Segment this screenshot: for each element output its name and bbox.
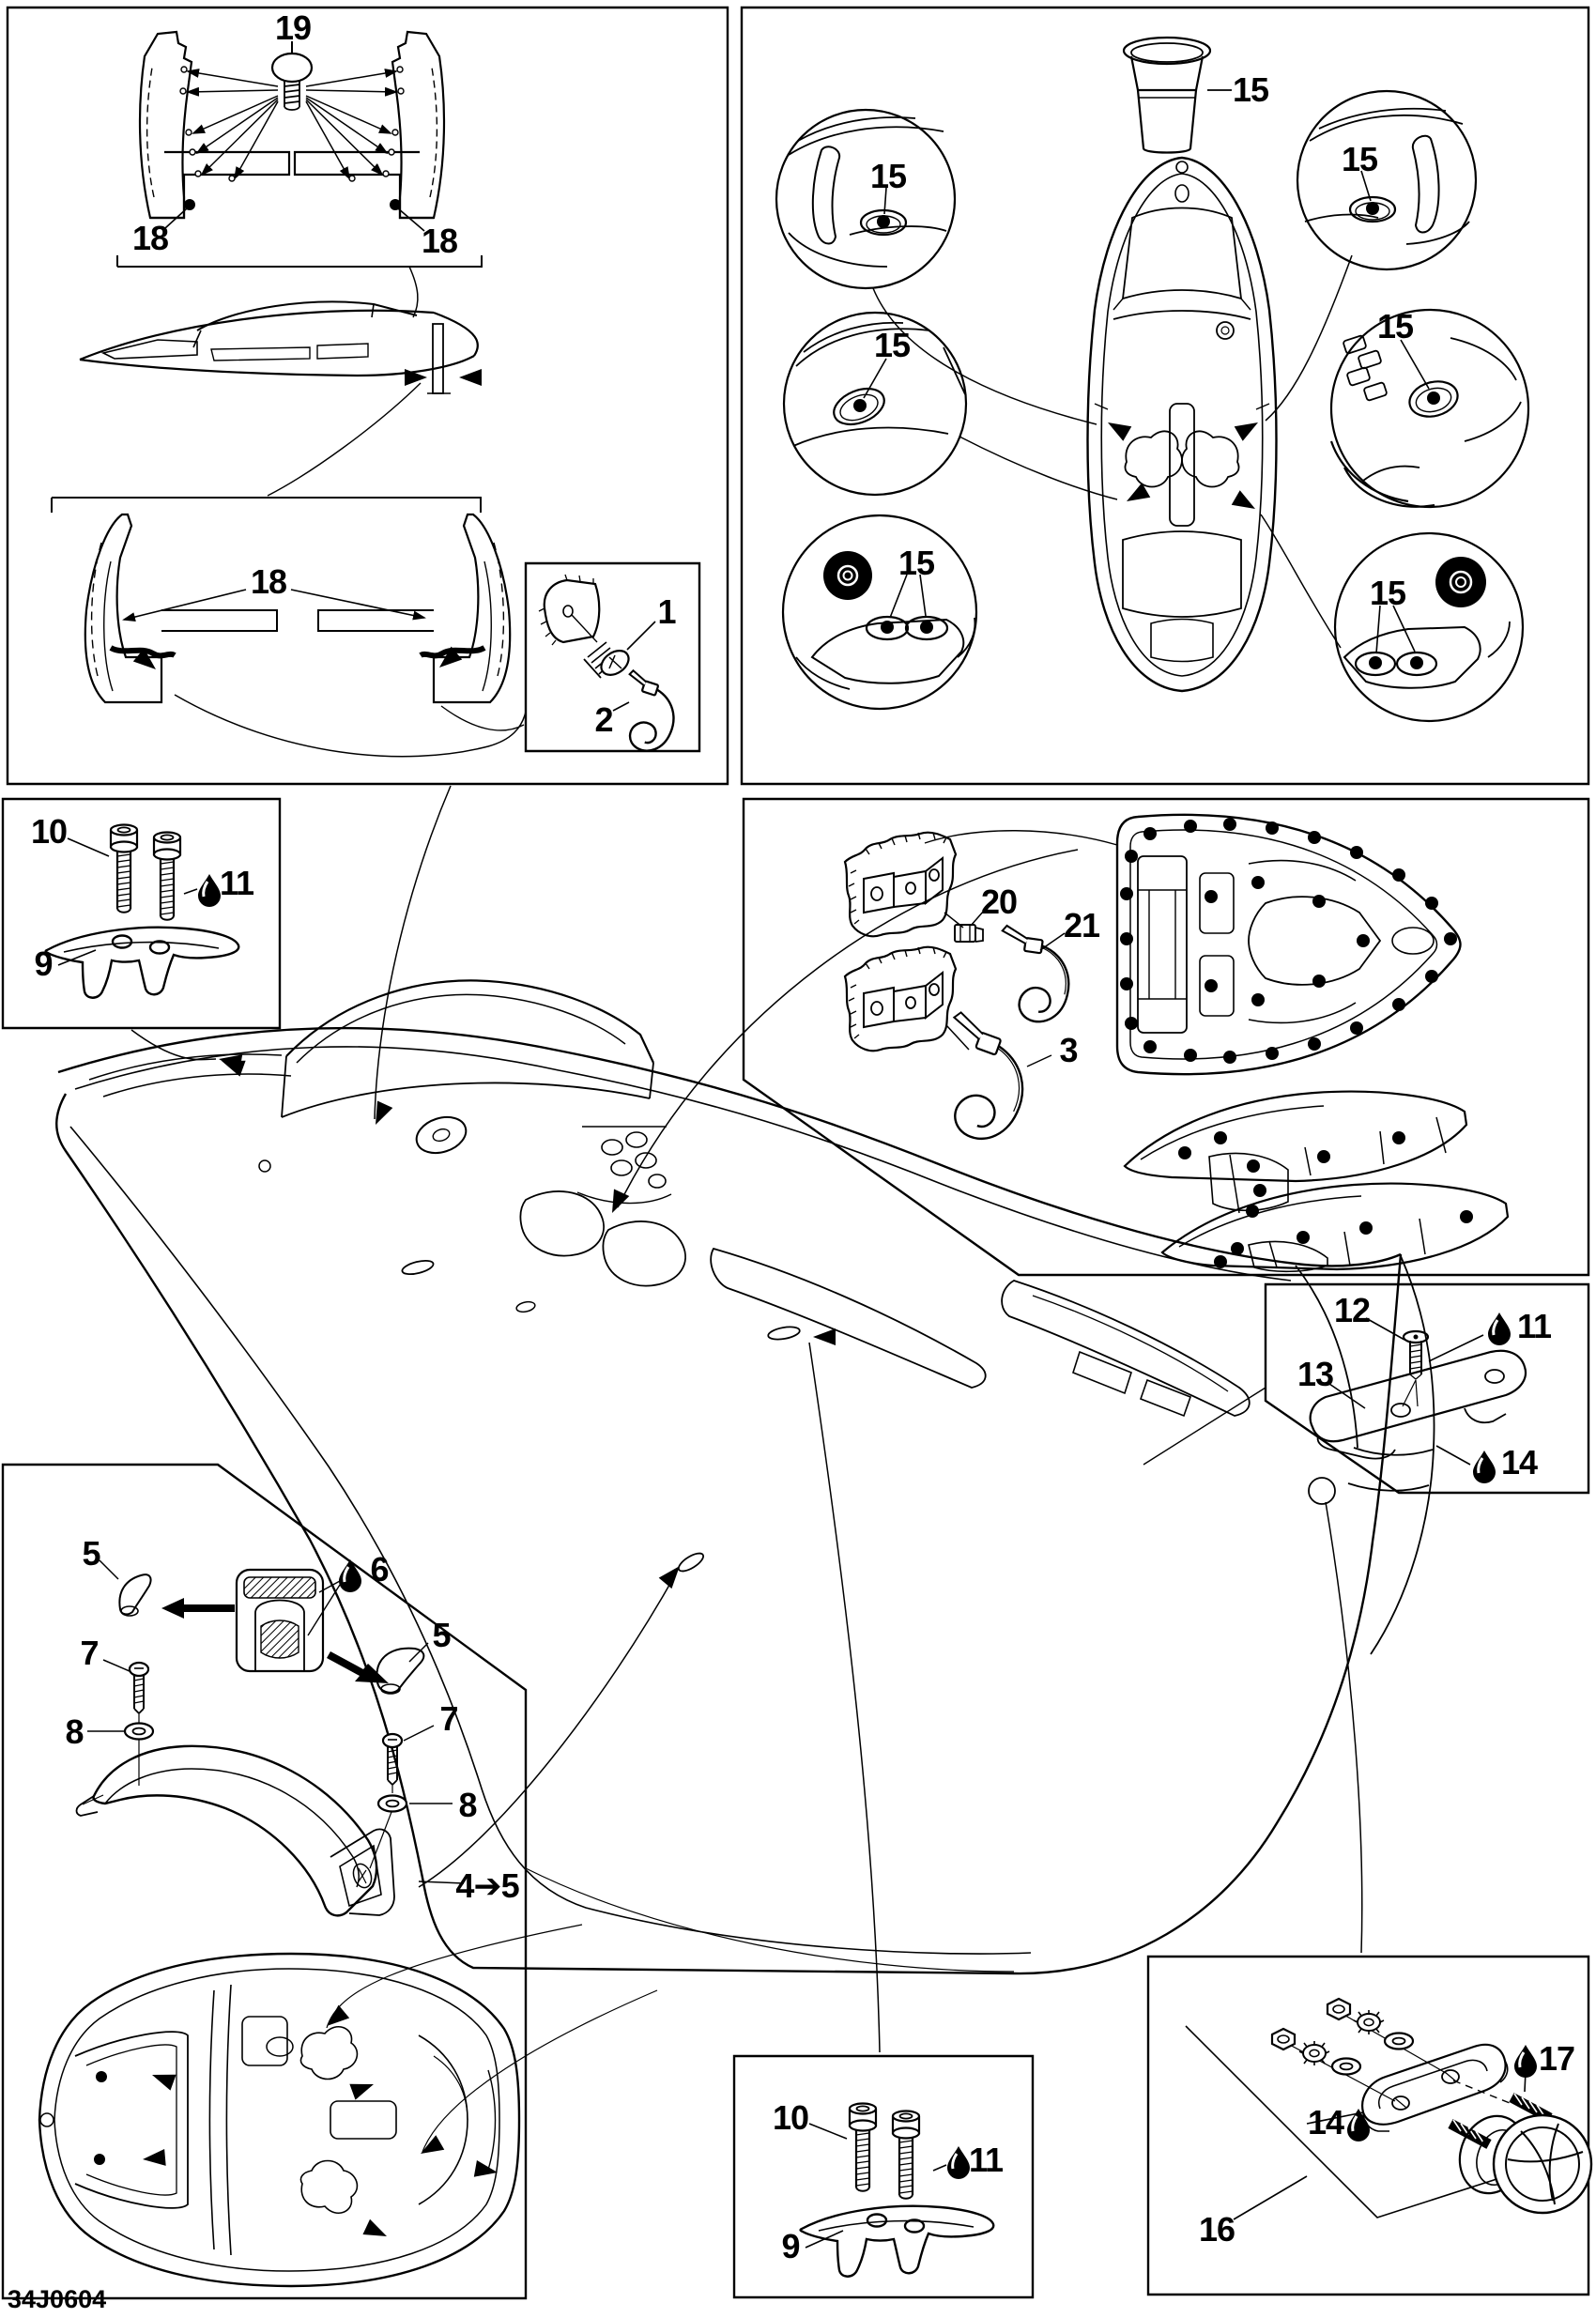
fastener-dot — [1350, 846, 1363, 859]
deck-top-view — [1117, 815, 1461, 1074]
callout-c14-mid: 14 — [1500, 1443, 1538, 1481]
cup-holder-liner — [1124, 38, 1232, 153]
callout-c6: 6 — [370, 1550, 389, 1589]
arrowhead-icon — [459, 369, 482, 386]
grab-handle — [77, 1746, 395, 1915]
callout-c2: 2 — [594, 700, 613, 739]
deck-side-view-upper — [1125, 1092, 1466, 1213]
callout-c12: 12 — [1333, 1291, 1371, 1329]
callout-c18-left: 18 — [131, 219, 169, 257]
fastener-dot — [94, 2154, 105, 2165]
fastener-dot — [1143, 827, 1157, 840]
fastener-dot — [390, 199, 401, 210]
fastener-dot — [1251, 993, 1265, 1006]
fastener-dot — [1125, 1017, 1138, 1030]
callout-c15-d: 15 — [898, 544, 935, 582]
fastener-dot — [1359, 1221, 1373, 1235]
callout-c21: 21 — [1063, 906, 1100, 944]
arrowhead-icon — [142, 2149, 165, 2168]
callout-c9-bottom: 9 — [781, 2227, 800, 2265]
fastener-dot — [1392, 1131, 1405, 1144]
fastener-dot — [1308, 831, 1321, 844]
arrowhead-icon — [659, 1560, 686, 1589]
fastener-dot — [184, 199, 195, 210]
callout-c1: 1 — [657, 592, 676, 631]
fastener-dot — [1205, 979, 1218, 992]
fastener-dot — [1266, 821, 1279, 835]
fastener-dots-layer — [94, 199, 1473, 2165]
callout-c10-bottom: 10 — [772, 2098, 809, 2137]
fastener-dot — [1231, 1242, 1244, 1255]
fastener-dot — [1357, 934, 1370, 947]
arrowhead-icon — [1232, 490, 1260, 516]
tow-ring — [1450, 2107, 1591, 2213]
bow-cleat-illustration — [46, 825, 239, 998]
callout-c20: 20 — [980, 883, 1018, 921]
callout-c14-bottom: 14 — [1307, 2103, 1344, 2141]
fastener-dot — [1297, 1231, 1310, 1244]
fastener-dot — [1223, 1051, 1236, 1064]
callout-c11-top: 11 — [219, 864, 254, 902]
fastener-dot — [1444, 932, 1457, 945]
callout-c11-mid: 11 — [1516, 1307, 1552, 1345]
lubricant-drop-icon — [1488, 1313, 1511, 1345]
detail-circle-a — [776, 110, 955, 288]
fastener-dot — [1392, 998, 1405, 1011]
callout-c15-b: 15 — [1341, 140, 1378, 178]
lubricant-drop-icon — [198, 874, 221, 907]
deck-side-view-lower — [1162, 1184, 1508, 1272]
callout-c10-top: 10 — [30, 812, 68, 851]
diagram-code: 34J0604 — [8, 2285, 107, 2313]
callout-c15-f: 15 — [1369, 574, 1406, 612]
fastener-dot — [1214, 1131, 1227, 1144]
fastener-dot — [1312, 975, 1326, 988]
fastener-dot — [1120, 887, 1133, 900]
fastener-dot — [1410, 656, 1423, 669]
arrowhead-icon — [349, 2077, 376, 2100]
fastener-dot — [881, 621, 894, 634]
callout-c15-e: 15 — [1376, 307, 1414, 345]
windshield-frame-right-large — [318, 514, 510, 702]
fastener-dot — [1120, 977, 1133, 990]
callout-c15-c: 15 — [873, 326, 911, 364]
ski-tow-eye-illustration — [1186, 1999, 1591, 2219]
callout-c18-right: 18 — [421, 222, 458, 260]
fastener-dot — [1460, 1210, 1473, 1223]
lubricant-drop-icon — [339, 1559, 361, 1592]
deck-side-view — [80, 302, 478, 496]
fastener-dot — [1143, 1040, 1157, 1053]
windshield-frame-left-large — [85, 514, 277, 702]
callout-c7-right: 7 — [439, 1699, 458, 1738]
detail-circle-e — [1331, 307, 1528, 507]
callout-c18-center: 18 — [250, 562, 287, 601]
arrowhead-icon — [813, 1328, 836, 1345]
fastener-dot — [877, 215, 890, 228]
fastener-dot — [1247, 1159, 1260, 1173]
callout-c8-right: 8 — [458, 1786, 477, 1824]
flat-screw — [1404, 1331, 1428, 1406]
fastener-dot — [1266, 1047, 1279, 1060]
fastener-dot — [1366, 202, 1379, 215]
callout-c9-top: 9 — [34, 944, 53, 983]
callout-c8-left: 8 — [65, 1712, 84, 1751]
fastener-dot — [1205, 890, 1218, 903]
grab-handle-illustration — [39, 1560, 519, 2286]
callout-c15-a: 15 — [869, 157, 907, 195]
fastener-dot — [1214, 1255, 1227, 1268]
callout-c16: 16 — [1198, 2210, 1235, 2249]
arrowhead-icon — [149, 2067, 176, 2091]
callout-c4to5: 4➔5 — [455, 1866, 519, 1905]
fastener-dot — [1425, 970, 1438, 983]
detail-circle-f — [1335, 533, 1523, 721]
fastener-dot — [1246, 1205, 1259, 1218]
windshield-frames-illustration — [52, 32, 685, 757]
fastener-dot — [1369, 656, 1382, 669]
callout-c3: 3 — [1059, 1031, 1078, 1069]
step-pad-illustration — [1143, 1318, 1526, 1465]
callout-c17: 17 — [1538, 2039, 1575, 2078]
arrowhead-icon — [368, 1100, 392, 1128]
fastener-dot — [1178, 1146, 1191, 1159]
fastener-dot — [1427, 391, 1440, 405]
detail-circle-b — [1297, 91, 1476, 269]
lubricant-drop-icon — [947, 2146, 970, 2179]
arrowhead-icon — [1235, 415, 1263, 441]
lubricant-drop-icon — [1473, 1451, 1496, 1483]
fastener-dot — [1251, 876, 1265, 889]
callout-c19: 19 — [274, 8, 312, 47]
lubricant-drop-icon — [1514, 2045, 1537, 2078]
fastener-dot — [1125, 850, 1138, 863]
callout-c7-left: 7 — [80, 1634, 99, 1672]
fastener-dot — [1308, 1037, 1321, 1051]
fastener-dot — [1120, 932, 1133, 945]
fastener-dot — [1317, 1150, 1330, 1163]
main-boat-illustration — [56, 980, 1434, 1973]
detail-circle-d — [783, 515, 976, 709]
lubricant-drops-layer — [198, 874, 1537, 2179]
fastener-dot — [1253, 1184, 1266, 1197]
callout-c5-left: 5 — [82, 1534, 100, 1573]
fastener-dot — [920, 621, 933, 634]
leader-curves — [131, 786, 1362, 2152]
arrowhead-icon — [417, 2135, 445, 2161]
lubricant-drop-icon — [1347, 2109, 1370, 2141]
arrowheads-layer — [133, 369, 1263, 2244]
fastener-dot — [1223, 818, 1236, 831]
fastener-dot — [853, 399, 867, 412]
latch-pad — [237, 1570, 323, 1671]
cup-holders-illustration — [776, 38, 1528, 721]
stern-cleat-illustration — [801, 2104, 994, 2277]
fastener-dot — [1350, 1021, 1363, 1035]
fastener-dot — [96, 2071, 107, 2082]
fastener-dot — [1184, 1049, 1197, 1062]
fastener-dot — [1184, 820, 1197, 833]
callout-c5-right: 5 — [432, 1616, 451, 1654]
fastener-dot — [1312, 895, 1326, 908]
fastener-dot — [1392, 868, 1405, 882]
arrowhead-icon — [1104, 415, 1132, 441]
fastener-dot — [1425, 897, 1438, 910]
callout-c13: 13 — [1297, 1355, 1334, 1393]
bottom-boat-top-view — [39, 1954, 519, 2286]
callout-c15-cup: 15 — [1232, 70, 1269, 109]
arrowhead-icon — [362, 2219, 390, 2244]
callout-c11-bottom: 11 — [968, 2141, 1004, 2179]
